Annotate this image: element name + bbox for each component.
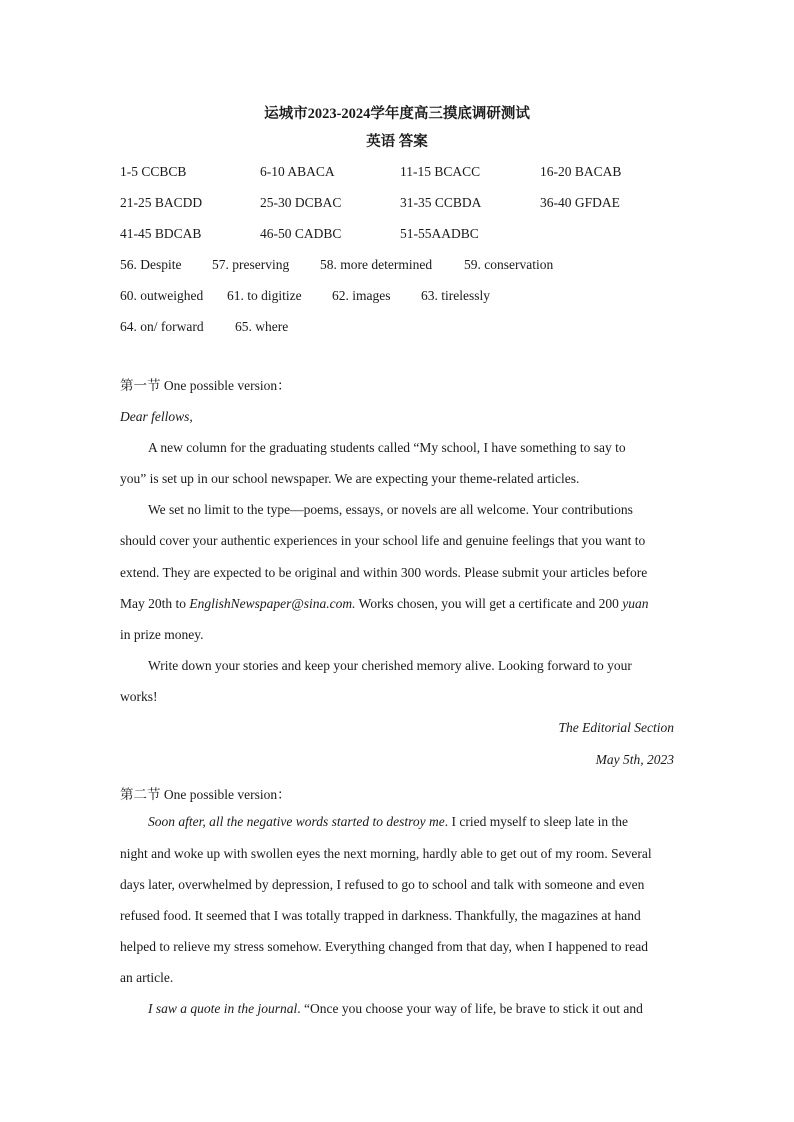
answer-cell: 61. to digitize — [227, 288, 302, 303]
answer-cell: 57. preserving — [212, 257, 290, 272]
body-line: refused food. It seemed that I was totally trapped in darkness. Thankfully, the magazines at hand — [120, 908, 641, 923]
body-line — [148, 814, 628, 830]
answer-cell: 60. outweighed — [120, 288, 204, 303]
answer-cell: 11-15 BCACC — [400, 164, 481, 179]
letter-date: May 5th, 2023 — [595, 752, 674, 767]
answer-cell: 64. on/ forward — [120, 319, 204, 334]
answer-cell: 21-25 BACDD — [120, 195, 203, 210]
body-line — [148, 1001, 643, 1017]
page-subtitle: 英语 答案 — [366, 134, 428, 150]
section-label: 第一节 One possible version： — [120, 378, 291, 393]
body-line: night and woke up with swollen eyes the next morning, hardly able to get out of my room. Several — [120, 846, 652, 861]
body-line: should cover your authentic experiences in your school life and genuine feelings that you want to — [120, 533, 646, 548]
answer-cell: 51-55AADBC — [400, 226, 479, 241]
text-run: . I cried myself to sleep late in the — [444, 814, 629, 829]
answer-cell: 65. where — [235, 319, 289, 334]
body-line: Write down your stories and keep your cherished memory alive. Looking forward to your — [148, 658, 632, 673]
answer-cell: 25-30 DCBAC — [260, 195, 342, 210]
text-run: . “Once you choose your way of life, be brave to stick it out and — [297, 1001, 643, 1016]
answer-cell: 1-5 CCBCB — [120, 164, 187, 179]
body-line: We set no limit to the type—poems, essays, or novels are all welcome. Your contributions — [148, 502, 633, 517]
page-title: 运城市2023-2024学年度高三摸底调研测试 — [264, 106, 530, 122]
answer-cell: 56. Despite — [120, 257, 182, 272]
answer-cell: 31-35 CCBDA — [400, 195, 482, 210]
body-line: an article. — [120, 970, 174, 985]
answer-cell: 58. more determined — [320, 257, 433, 272]
answer-cell: 36-40 GFDAE — [540, 195, 620, 210]
body-line: extend. They are expected to be original and within 300 words. Please submit your articles before — [120, 565, 648, 580]
body-line: A new column for the graduating students called “My school, I have something to say to — [148, 440, 626, 455]
answer-cell: 63. tirelessly — [421, 288, 490, 303]
letter-signature: The Editorial Section — [558, 720, 674, 735]
body-line: works! — [120, 689, 158, 704]
answer-cell: 16-20 BACAB — [540, 164, 622, 179]
currency-text: yuan — [622, 596, 649, 611]
italic-lead: I saw a quote in the journal — [148, 1001, 298, 1016]
body-line: in prize money. — [120, 627, 204, 642]
body-line: helped to relieve my stress somehow. Everything changed from that day, when I happened to read — [120, 939, 648, 954]
text-run: Works chosen, you will get a certificate and 200 — [355, 596, 623, 611]
section-label: 第二节 One possible version： — [120, 787, 291, 802]
answer-cell: 59. conservation — [464, 257, 554, 272]
italic-lead: Soon after, all the negative words started to destroy me — [148, 814, 445, 829]
letter-greeting: Dear fellows, — [120, 409, 193, 424]
email-text: EnglishNewspaper@sina.com. — [189, 596, 356, 611]
body-line: you” is set up in our school newspaper. We are expecting your theme-related articles. — [120, 471, 580, 486]
body-line — [120, 596, 649, 612]
answer-cell: 6-10 ABACA — [260, 164, 335, 179]
text-run: May 20th to — [120, 596, 190, 611]
answer-cell: 41-45 BDCAB — [120, 226, 202, 241]
answer-cell: 46-50 CADBC — [260, 226, 342, 241]
answer-cell: 62. images — [332, 288, 391, 303]
body-line: days later, overwhelmed by depression, I refused to go to school and talk with someone and even — [120, 877, 645, 892]
